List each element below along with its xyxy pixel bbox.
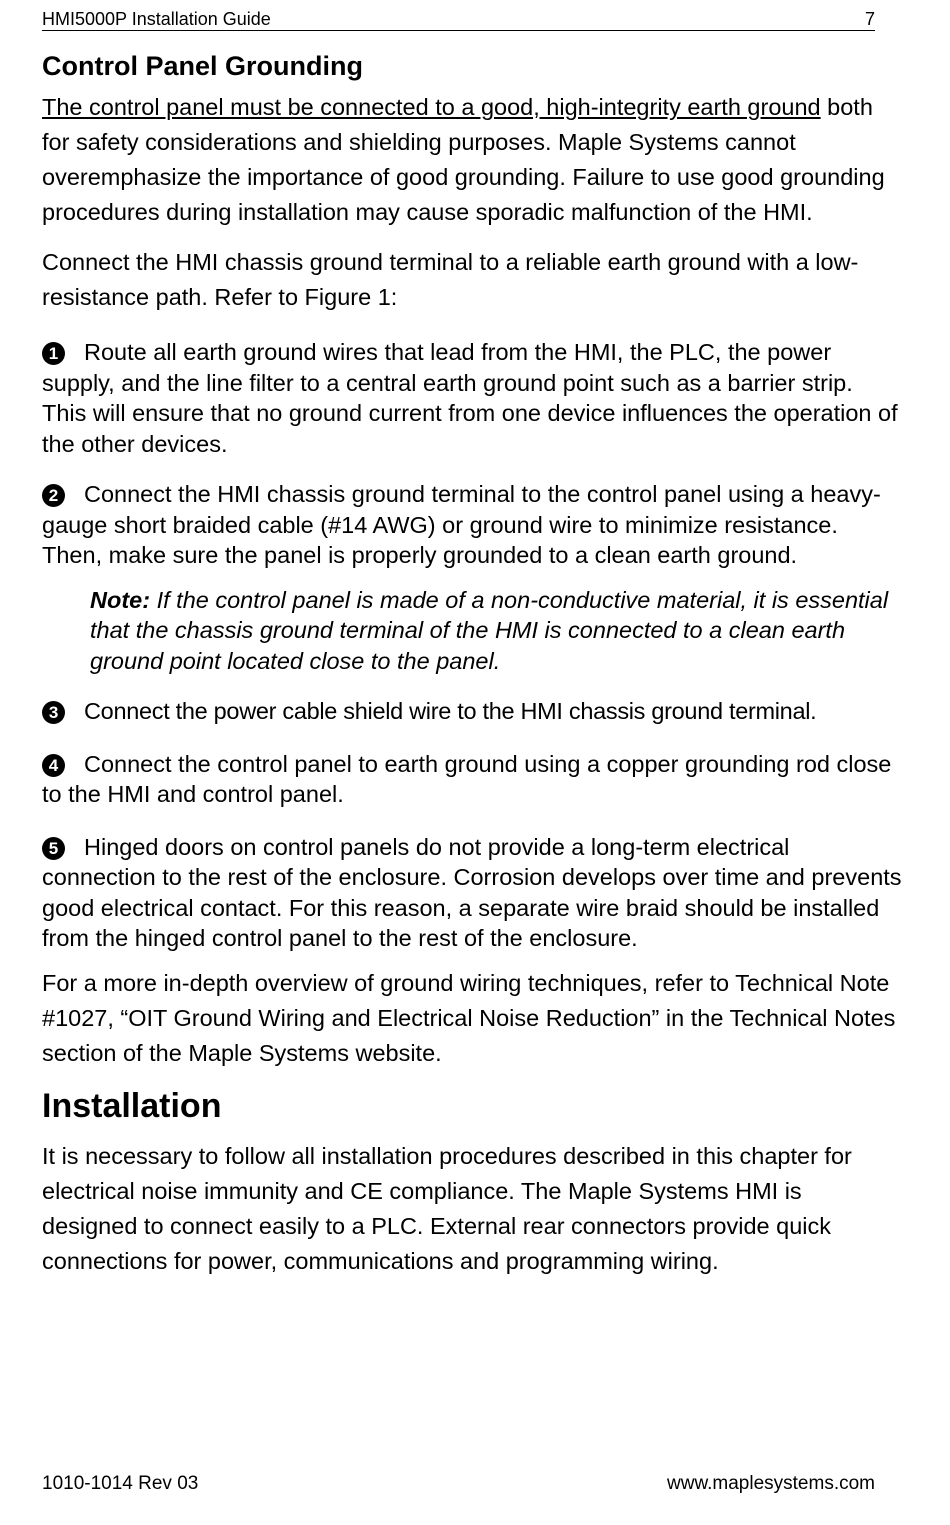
step-2-number-icon: 2 [42, 484, 65, 507]
grounding-intro-emphasis: The control panel must be connected to a good, high-integrity earth ground [42, 94, 821, 120]
heading-installation: Installation [42, 1086, 222, 1125]
step-2 [42, 479, 902, 571]
page-header [42, 8, 875, 31]
step-5-number-icon: 5 [42, 837, 65, 860]
step-1-number-icon: 1 [42, 342, 65, 365]
step-4-number-icon: 4 [42, 754, 65, 777]
overview-paragraph: For a more in-depth overview of ground wiring techniques, refer to Technical Note #1027, “OIT Ground Wiring and Electrical Noise Reduction” in the Technical Notes section of the Maple Systems website. [42, 969, 896, 1066]
step-1-text: Route all earth ground wires that lead from the HMI, the PLC, the power supply, and the line filter to a central earth ground point such as a barrier strip. This will ensure that no ground current from one device influences the operation of the other devices. [42, 339, 898, 457]
document-revision: 1010-1014 Rev 03 [42, 1473, 199, 1494]
step-1 [42, 337, 902, 459]
grounding-intro-paragraph [42, 90, 902, 230]
grounding-intro-rest: both for safety considerations and shielding purposes. Maple Systems cannot overemphasize the importance of good grounding. Failure to use good grounding procedures during installation may cause sporadic malfunction of the HMI. [42, 94, 885, 225]
note-label: Note: [90, 586, 151, 613]
installation-paragraph: It is necessary to follow all installation procedures described in this chapter for electrical noise immunity and CE compliance. The Maple Systems HMI is designed to connect easily to a PLC. External rear connectors provide quick connections for power, communications and programming wiring. [42, 1142, 852, 1274]
page-number: 7 [864, 9, 875, 29]
connect-paragraph: Connect the HMI chassis ground terminal to a reliable earth ground with a low-resistance path. Refer to Figure 1: [42, 249, 859, 310]
step-3 [42, 696, 902, 727]
note [90, 585, 890, 677]
website-link[interactable]: www.maplesystems.com [667, 1473, 875, 1494]
step-4-text: Connect the control panel to earth ground using a copper grounding rod close to the HMI and control panel. [42, 750, 892, 807]
heading-control-panel-grounding: Control Panel Grounding [42, 51, 363, 81]
step-3-number-icon: 3 [42, 701, 65, 724]
step-5 [42, 832, 902, 954]
document-title: HMI5000P Installation Guide [42, 9, 271, 29]
note-text: If the control panel is made of a non-conductive material, it is essential that the chassis ground terminal of the HMI is connected to a clean earth ground point located close to the panel. [90, 586, 889, 674]
step-5-text: Hinged doors on control panels do not provide a long-term electrical connection to the rest of the enclosure. Corrosion develops over time and prevents good electrical contact. For this reason, a separate wire braid should be installed from the hinged control panel to the rest of the enclosure. [42, 833, 902, 951]
step-4 [42, 749, 902, 810]
step-2-text: Connect the HMI chassis ground terminal to the control panel using a heavy-gauge short braided cable (#14 AWG) or ground wire to minimize resistance. Then, make sure the panel is properly grounded to a clean earth ground. [42, 481, 881, 568]
step-3-text: Connect the power cable shield wire to the HMI chassis ground terminal. [84, 698, 817, 724]
page-body [42, 46, 902, 1279]
